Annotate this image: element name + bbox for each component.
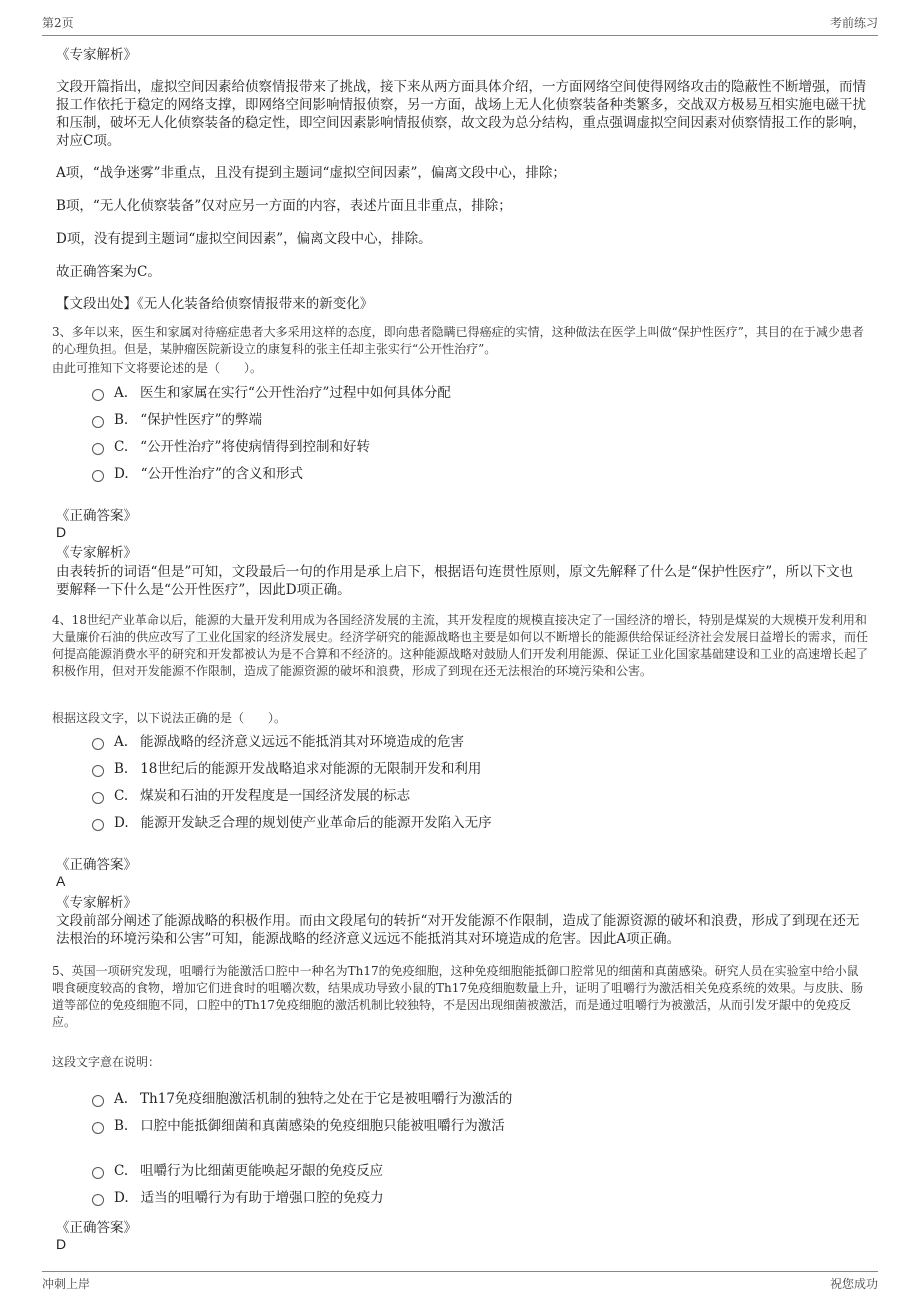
q2-source: 【文段出处】《无人化装备给侦察情报带来的新变化》 xyxy=(56,296,374,312)
q2-conclusion: 故正确答案为C。 xyxy=(56,264,161,280)
q4-question: 根据这段文字，以下说法正确的是（ ）。 xyxy=(52,711,287,725)
page-footer xyxy=(42,1271,878,1292)
header-title: 考前练习 xyxy=(829,16,878,30)
q4-option-a[interactable]: A. 能源战略的经济意义远远不能抵消其对环境造成的危害 xyxy=(92,733,464,751)
q5-option-b[interactable]: B. 口腔中能抵御细菌和真菌感染的免疫细胞只能被咀嚼行为激活 xyxy=(92,1117,505,1135)
q2-analysis-label: 《专家解析》 xyxy=(56,47,137,63)
q4-answer: A xyxy=(56,873,66,889)
q4-option-b[interactable]: B. 18世纪后的能源开发战略追求对能源的无限制开发和利用 xyxy=(92,760,481,778)
q3-option-a[interactable]: A. 医生和家属在实行“公开性治疗”过程中如何具体分配 xyxy=(92,384,451,402)
q3-option-d[interactable]: D. “公开性治疗”的含义和形式 xyxy=(92,465,303,483)
q5-answer: D xyxy=(56,1236,67,1252)
q4-option-c[interactable]: C. 煤炭和石油的开发程度是一国经济发展的标志 xyxy=(92,787,410,805)
q2-analysis-text: 文段开篇指出，虚拟空间因素给侦察情报带来了挑战，接下来从两方面具体介绍，一方面网络空间使得网络攻击的隐蔽性不断增强，而情报工作依托于稳定的网络支撑，即网络空间影响情报侦察，另一方面，战场上无人化侦察装备种类繁多，交战双方极易互相实施电磁干扰和压制，破坏无人化侦察装备的稳定性，即空间因素影响情报侦察，故文段为总分结构，重点强调虚拟空间因素对侦察情报工作的影响，对应C项。 xyxy=(56,79,866,149)
q2-note-b: B项，“无人化侦察装备”仅对应另一方面的内容，表述片面且非重点，排除； xyxy=(56,198,512,214)
radio-icon[interactable] xyxy=(92,819,104,831)
q3-answer-label: 《正确答案》 xyxy=(56,508,137,524)
q4-answer-label: 《正确答案》 xyxy=(56,857,137,873)
q5-option-a[interactable]: A. Th17免疫细胞激活机制的独特之处在于它是被咀嚼行为激活的 xyxy=(92,1090,512,1108)
q2-note-d: D项，没有提到主题词“虚拟空间因素”，偏离文段中心，排除。 xyxy=(56,231,432,247)
footer-left: 冲刺上岸 xyxy=(42,1277,91,1291)
q5-question: 这段文字意在说明： xyxy=(52,1055,161,1069)
q3-answer: D xyxy=(56,524,67,540)
q4-analysis-text: 文段前部分阐述了能源战略的积极作用。而由文段尾句的转折“对开发能源不作限制，造成了能源资源的破坏和浪费，形成了到现在还无法根治的环境污染和公害”可知，能源战略的经济意义远远不能抵消其对环境造成的危害。因此A项正确。 xyxy=(56,913,860,947)
q5-option-d[interactable]: D. 适当的咀嚼行为有助于增强口腔的免疫力 xyxy=(92,1189,384,1207)
q3-analysis-text: 由表转折的词语“但是”可知，文段最后一句的作用是承上启下，根据语句连贯性原则，原文先解释了什么是“保护性医疗”，所以下文也要解释一下什么是“公开性医疗”，因此D项正确。 xyxy=(56,564,854,598)
footer-right: 祝您成功 xyxy=(829,1277,878,1291)
q3-analysis-label: 《专家解析》 xyxy=(56,545,137,561)
q3-option-c[interactable]: C. “公开性治疗”将使病情得到控制和好转 xyxy=(92,438,370,456)
q5-option-c[interactable]: C. 咀嚼行为比细菌更能唤起牙龈的免疫反应 xyxy=(92,1162,383,1180)
q5-stem: 5、英国一项研究发现，咀嚼行为能激活口腔中一种名为Th17的免疫细胞，这种免疫细胞能抵御口腔常见的细菌和真菌感染。研究人员在实验室中给小鼠喂食硬度较高的食物，增加它们进食时的咀嚼次数，结果成功导致小鼠的Th17免疫细胞数量上升，证明了咀嚼行为激活相关免疫系统的效果。与皮肤、肠道等部位的免疫细胞不同，口腔中的Th17免疫细胞的激活机制比较独特，不是因出现细菌被激活，而是通过咀嚼行为被激活，从而引发牙龈中的免疫反应。 xyxy=(52,964,864,1029)
radio-icon[interactable] xyxy=(92,416,104,428)
q5-answer-label: 《正确答案》 xyxy=(56,1220,137,1236)
q4-analysis-label: 《专家解析》 xyxy=(56,895,137,911)
page-header xyxy=(42,14,878,36)
radio-icon[interactable] xyxy=(92,443,104,455)
q2-note-a: A项，“战争迷雾”非重点，且没有提到主题词“虚拟空间因素”，偏离文段中心，排除； xyxy=(56,165,566,181)
radio-icon[interactable] xyxy=(92,1194,104,1206)
radio-icon[interactable] xyxy=(92,765,104,777)
q3-question: 由此可推知下文将要论述的是（ ）。 xyxy=(52,361,263,375)
radio-icon[interactable] xyxy=(92,1095,104,1107)
radio-icon[interactable] xyxy=(92,792,104,804)
q3-stem: 3、多年以来，医生和家属对待癌症患者大多采用这样的态度，即向患者隐瞒已得癌症的实情，这种做法在医学上叫做“保护性医疗”，其目的在于减少患者的心理负担。但是，某肿瘤医院新设立的康复科的张主任却主张实行“公开性治疗”。 xyxy=(52,325,864,356)
q4-option-d[interactable]: D. 能源开发缺乏合理的规划使产业革命后的能源开发陷入无序 xyxy=(92,814,492,832)
radio-icon[interactable] xyxy=(92,1167,104,1179)
q3-option-b[interactable]: B. “保护性医疗”的弊端 xyxy=(92,411,262,429)
q4-stem: 4、18世纪产业革命以后，能源的大量开发利用成为各国经济发展的主流，其开发程度的规模直接决定了一国经济的增长，特别是煤炭的大规模开发利用和大量廉价石油的供应改写了工业化国家的经济发展史。经济学研究的能源战略也主要是如何以不断增长的能源供给保证经济社会发展日益增长的需求，而任何提高能源消费水平的研究和开发都被认为是不合算和不经济的。这种能源战略对鼓励人们开发利用能源、保证工业化国家基础建设和工业的高速增长起了积极作用，但对开发能源不作限制，造成了能源资源的破坏和浪费，形成了到现在还无法根治的环境污染和公害。 xyxy=(52,613,869,678)
page-number: 第2页 xyxy=(42,16,74,30)
radio-icon[interactable] xyxy=(92,470,104,482)
radio-icon[interactable] xyxy=(92,1122,104,1134)
radio-icon[interactable] xyxy=(92,389,104,401)
radio-icon[interactable] xyxy=(92,738,104,750)
